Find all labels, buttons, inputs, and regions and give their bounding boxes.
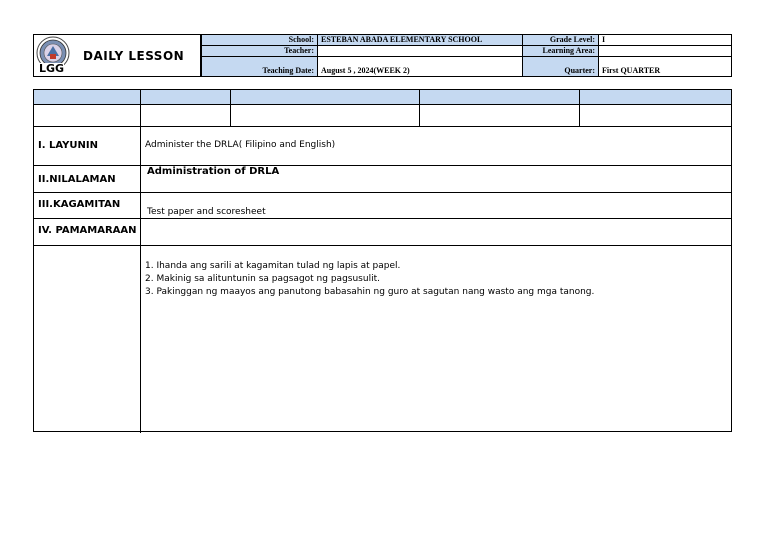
teacher-value	[318, 46, 523, 57]
header-info-grid	[201, 34, 732, 77]
learning-area-label: Learning Area:	[523, 46, 599, 57]
grade-level-label: Grade Level:	[523, 35, 599, 46]
pamamaraan-label: IV. PAMAMARAAN	[38, 225, 137, 236]
teaching-date-value: August 5 , 2024(WEEK 2)	[318, 57, 523, 76]
kagamitan-label: III.KAGAMITAN	[38, 199, 121, 210]
nilalaman-label: II.NILALAMAN	[38, 174, 116, 185]
teacher-label: Teacher:	[202, 46, 318, 57]
school-value: ESTEBAN ABADA ELEMENTARY SCHOOL	[318, 35, 523, 46]
teaching-date-label: Teaching Date:	[202, 57, 318, 76]
procedure-step: 3. Pakinggan ng maayos ang panutong babasahin ng guro at sagutan nang wasto ang mga tanong.	[145, 287, 595, 297]
school-label: School:	[202, 35, 318, 46]
quarter-label: Quarter:	[523, 57, 599, 76]
document-title: DAILY LESSON	[83, 49, 185, 63]
quarter-value: First QUARTER	[602, 66, 661, 75]
learning-area-value	[599, 46, 731, 57]
grade-level-value: I	[599, 35, 731, 46]
layunin-value: Administer the DRLA( Filipino and English)	[145, 140, 336, 150]
procedure-step: 2. Makinig sa alituntunin sa pagsagot ng pagsusulit.	[145, 274, 380, 284]
lesson-table	[33, 89, 732, 432]
kagamitan-value: Test paper and scoresheet	[147, 207, 266, 217]
procedure-step: 1. Ihanda ang sarili at kagamitan tulad ng lapis at papel.	[145, 261, 401, 271]
layunin-label: I. LAYUNIN	[38, 140, 98, 151]
table-header-band	[34, 90, 731, 104]
nilalaman-value: Administration of DRLA	[147, 166, 280, 177]
logo-text: LGG	[39, 62, 65, 75]
